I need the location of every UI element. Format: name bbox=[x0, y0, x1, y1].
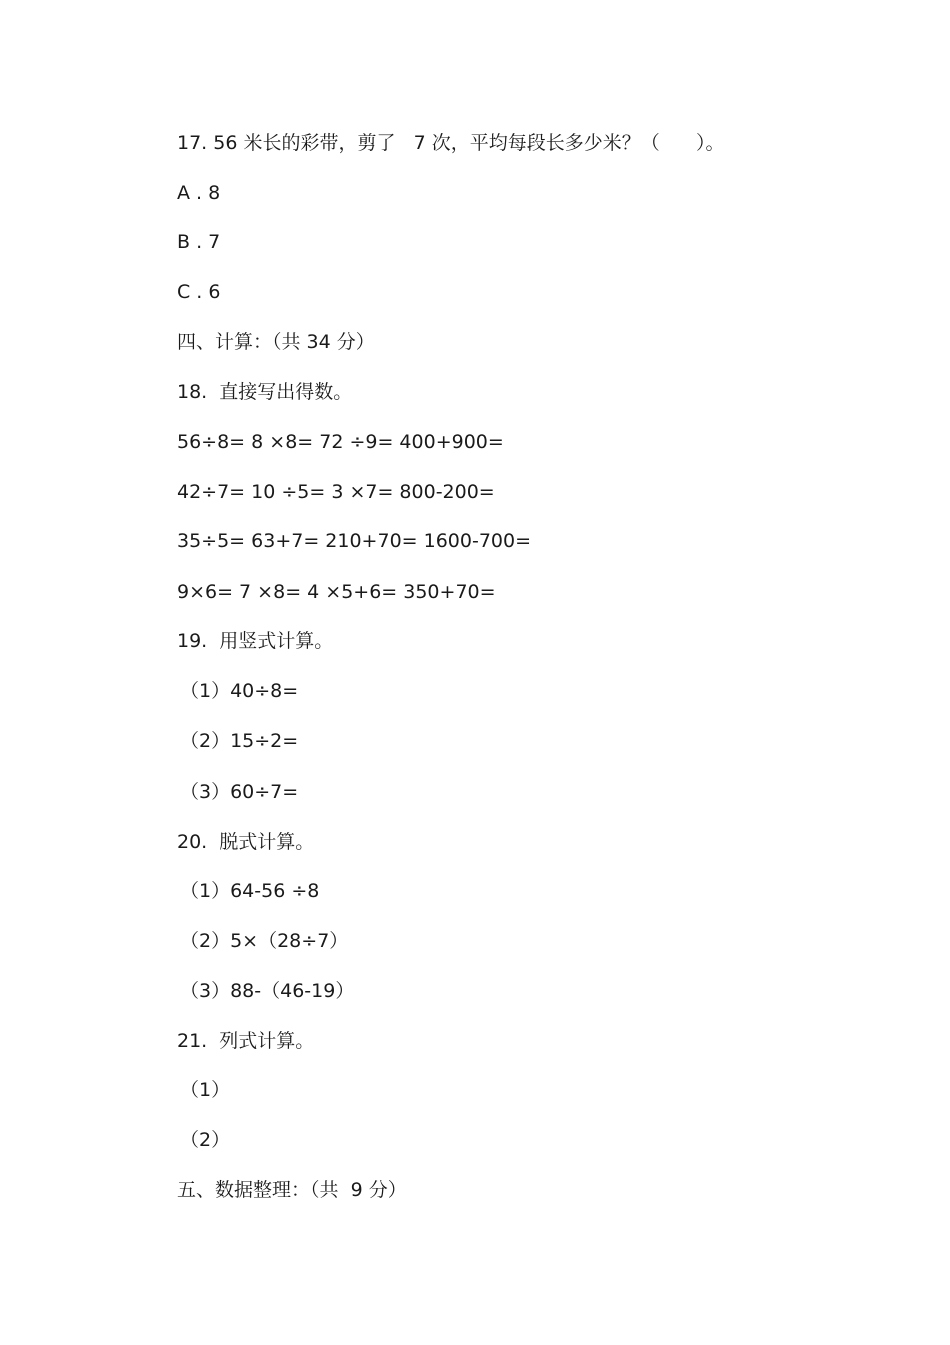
question-21-stem: 21. 列式计算。 bbox=[177, 1030, 315, 1052]
question-18-row-3: 35÷5= 63+7= 210+70= 1600-700= bbox=[177, 530, 532, 552]
question-19-item-3: （3）60÷7= bbox=[180, 781, 299, 803]
question-17-stem: 17. 56 米长的彩带，剪了 7 次，平均每段长多少米？（ ）。 bbox=[177, 132, 725, 154]
question-17-option-a: A . 8 bbox=[177, 182, 221, 204]
question-21-item-2: （2） bbox=[180, 1129, 231, 1151]
question-20-item-3: （3）88-（46-19） bbox=[180, 980, 355, 1002]
question-19-item-1: （1）40÷8= bbox=[180, 680, 299, 702]
question-20-stem: 20. 脱式计算。 bbox=[177, 831, 315, 853]
question-20-item-1: （1）64-56 ÷8 bbox=[180, 880, 320, 902]
question-18-row-4: 9×6= 7 ×8= 4 ×5+6= 350+70= bbox=[177, 581, 496, 603]
question-18-stem: 18. 直接写出得数。 bbox=[177, 381, 353, 403]
question-19-item-2: （2）15÷2= bbox=[180, 730, 299, 752]
question-18-row-1: 56÷8= 8 ×8= 72 ÷9= 400+900= bbox=[177, 431, 504, 453]
question-17-option-b: B . 7 bbox=[177, 231, 221, 253]
question-17-option-c: C . 6 bbox=[177, 281, 221, 303]
question-19-stem: 19. 用竖式计算。 bbox=[177, 630, 334, 652]
question-18-row-2: 42÷7= 10 ÷5= 3 ×7= 800-200= bbox=[177, 481, 495, 503]
question-21-item-1: （1） bbox=[180, 1079, 231, 1101]
question-20-item-2: （2）5×（28÷7） bbox=[180, 930, 349, 952]
section-4-title: 四、计算：（共 34 分） bbox=[177, 331, 375, 353]
section-5-title: 五、数据整理：（共 9 分） bbox=[177, 1179, 407, 1201]
